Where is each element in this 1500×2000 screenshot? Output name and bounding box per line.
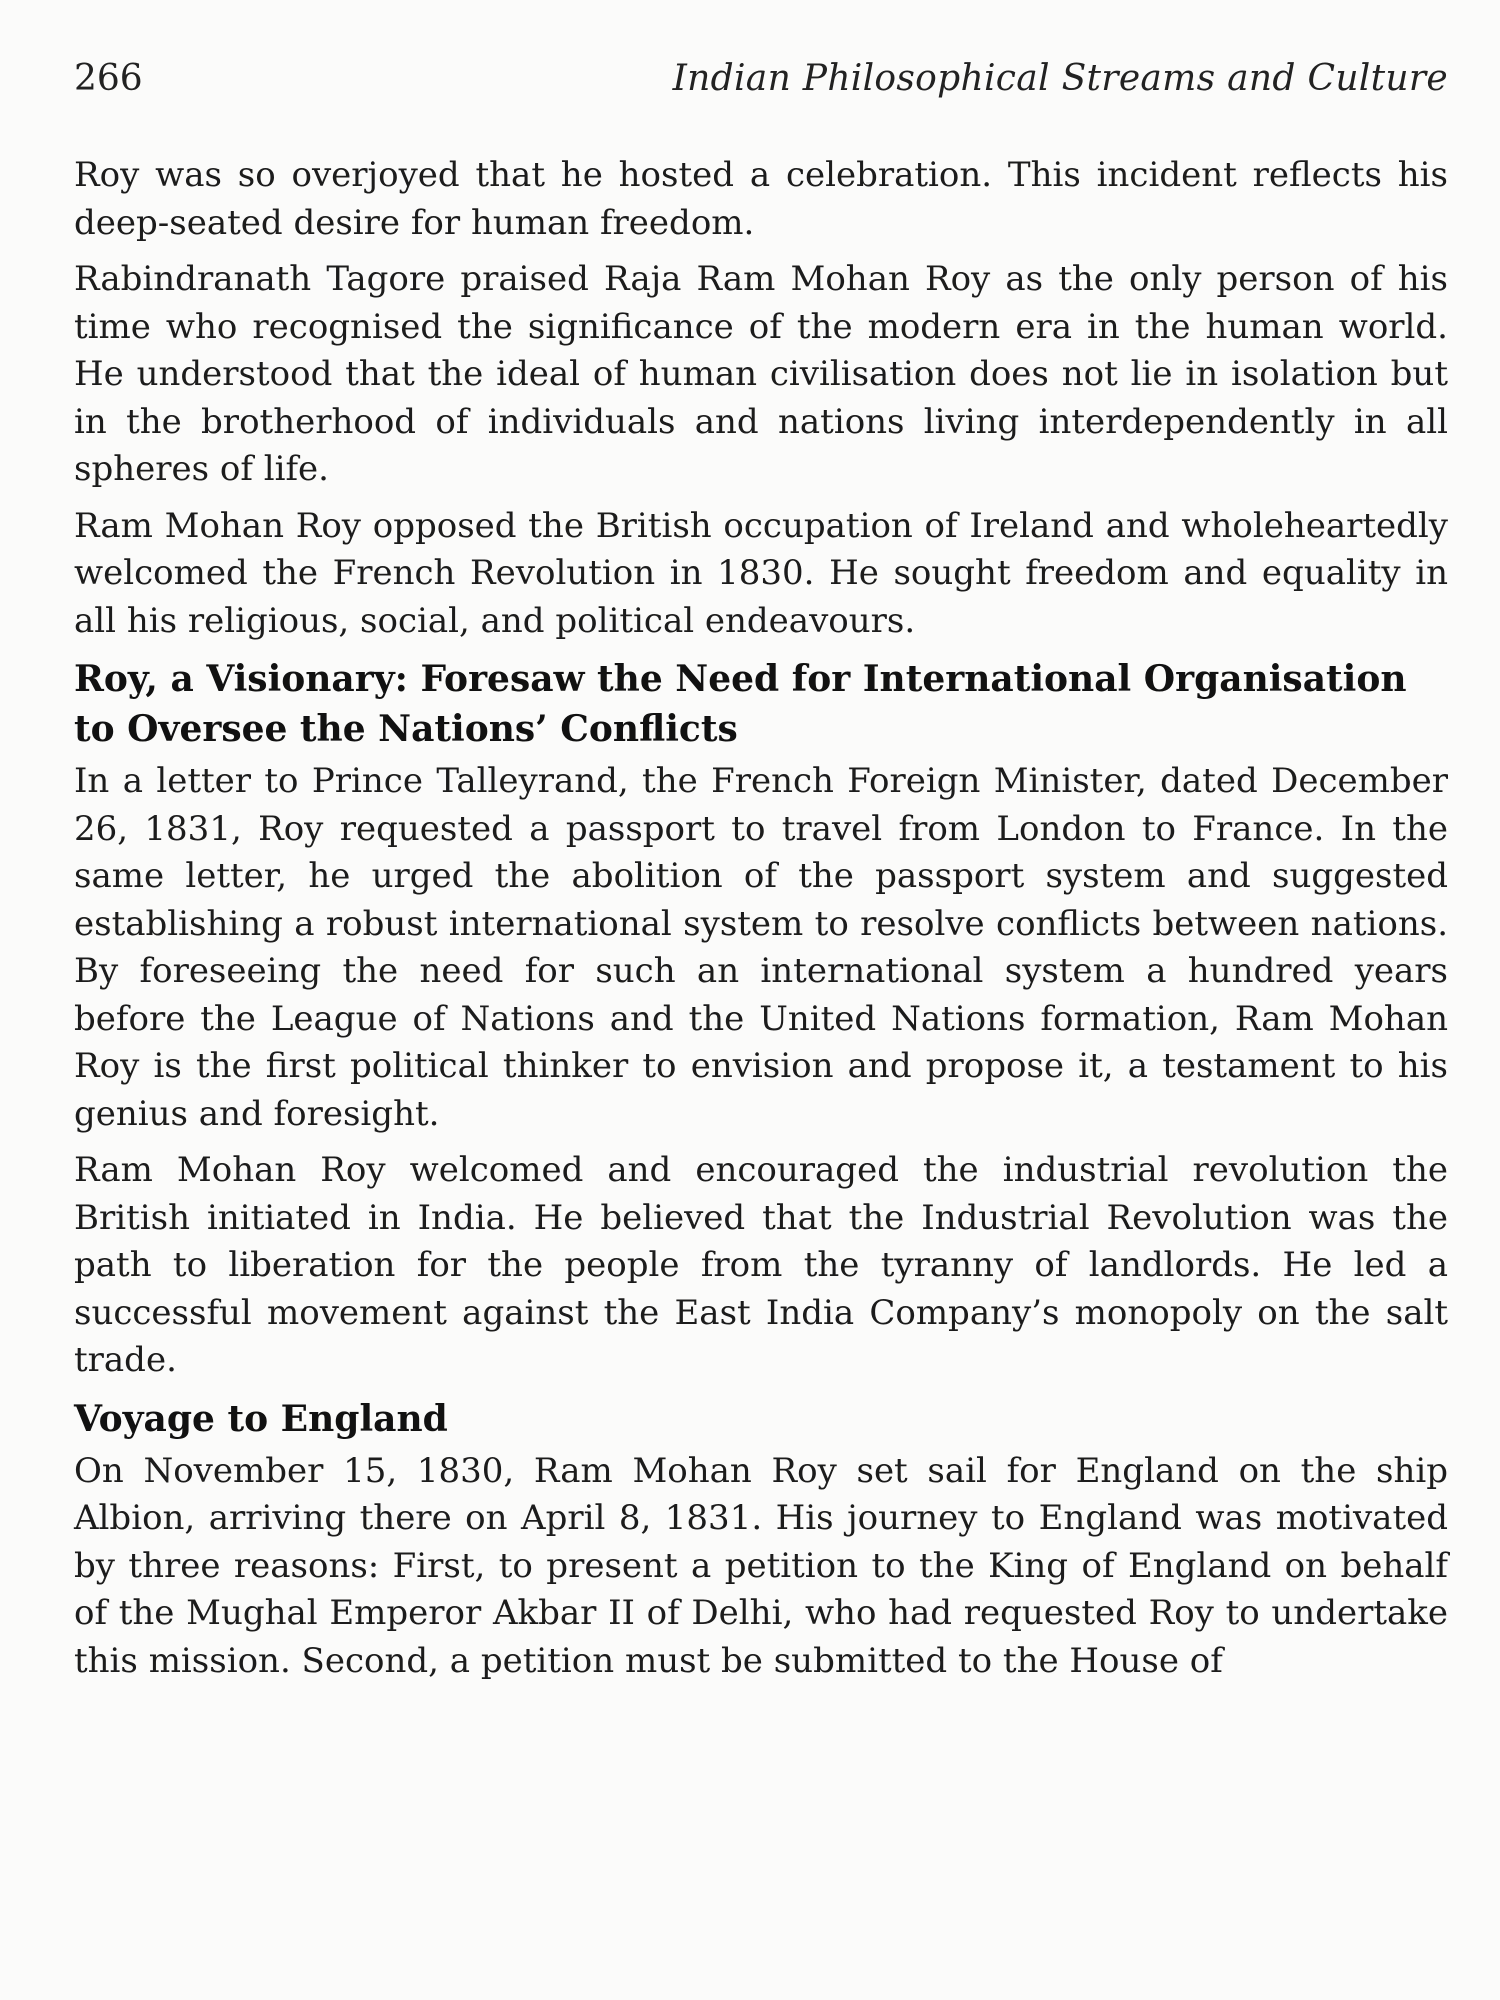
paragraph-voyage-to-england: On November 15, 1830, Ram Mohan Roy set sail for England on the ship Albion, arriving there on April 8, 1831. His journey to England was motivated by three reasons: First, to present a petition to the King of England on behalf of the Mughal Emperor Akbar II of Delhi, who had requested Roy to undertake this mission. Second, a petition must be submitted to the House of — [74, 1450, 1448, 1681]
paragraph-talleyrand-letter: In a letter to Prince Talleyrand, the French Foreign Minister, dated December 26, 1831, Roy requested a passport to travel from London to France. In the same letter, he urged the abolition of the passport system and suggested establishing a robust international system to resolve conflicts between nations. By foreseeing the need for such an international system a hundred years before the League of Nations and the United Nations formation, Ram Mohan Roy is the first political thinker to envision and propose it, a testament to his genius and foresight. — [74, 761, 1448, 1134]
paragraph-industrial-revolution: Ram Mohan Roy welcomed and encouraged the industrial revolution the British initiated in India. He believed that the Industrial Revolution was the path to liberation for the people from the tyranny of landlords. He led a successful movement against the East India Company’s monopoly on the salt trade. — [74, 1150, 1448, 1380]
page-number: 266 — [74, 58, 143, 99]
section-heading-voyage: Voyage to England — [74, 1397, 448, 1440]
running-header — [74, 58, 1448, 118]
page-body — [74, 152, 1448, 1694]
paragraph-tagore-praise: Rabindranath Tagore praised Raja Ram Mohan Roy as the only person of his time who recognised the significance of the modern era in the human world. He understood that the ideal of human civilisation does not lie in isolation but in the brotherhood of individuals and nations living interdependently in all spheres of life. — [74, 259, 1448, 489]
paragraph-ireland-french-revolution: Ram Mohan Roy opposed the British occupation of Ireland and wholeheartedly welcomed the French Revolution in 1830. He sought freedom and equality in all his religious, social, and political endeavours. — [74, 505, 1448, 641]
paragraph-celebration: Roy was so overjoyed that he hosted a celebration. This incident reflects his deep-seated desire for human freedom. — [74, 155, 1448, 243]
section-heading-visionary: Roy, a Visionary: Foresaw the Need for International Organisation to Oversee the Nations’ Conflicts — [74, 658, 1407, 750]
book-title: Indian Philosophical Streams and Culture — [672, 58, 1448, 99]
